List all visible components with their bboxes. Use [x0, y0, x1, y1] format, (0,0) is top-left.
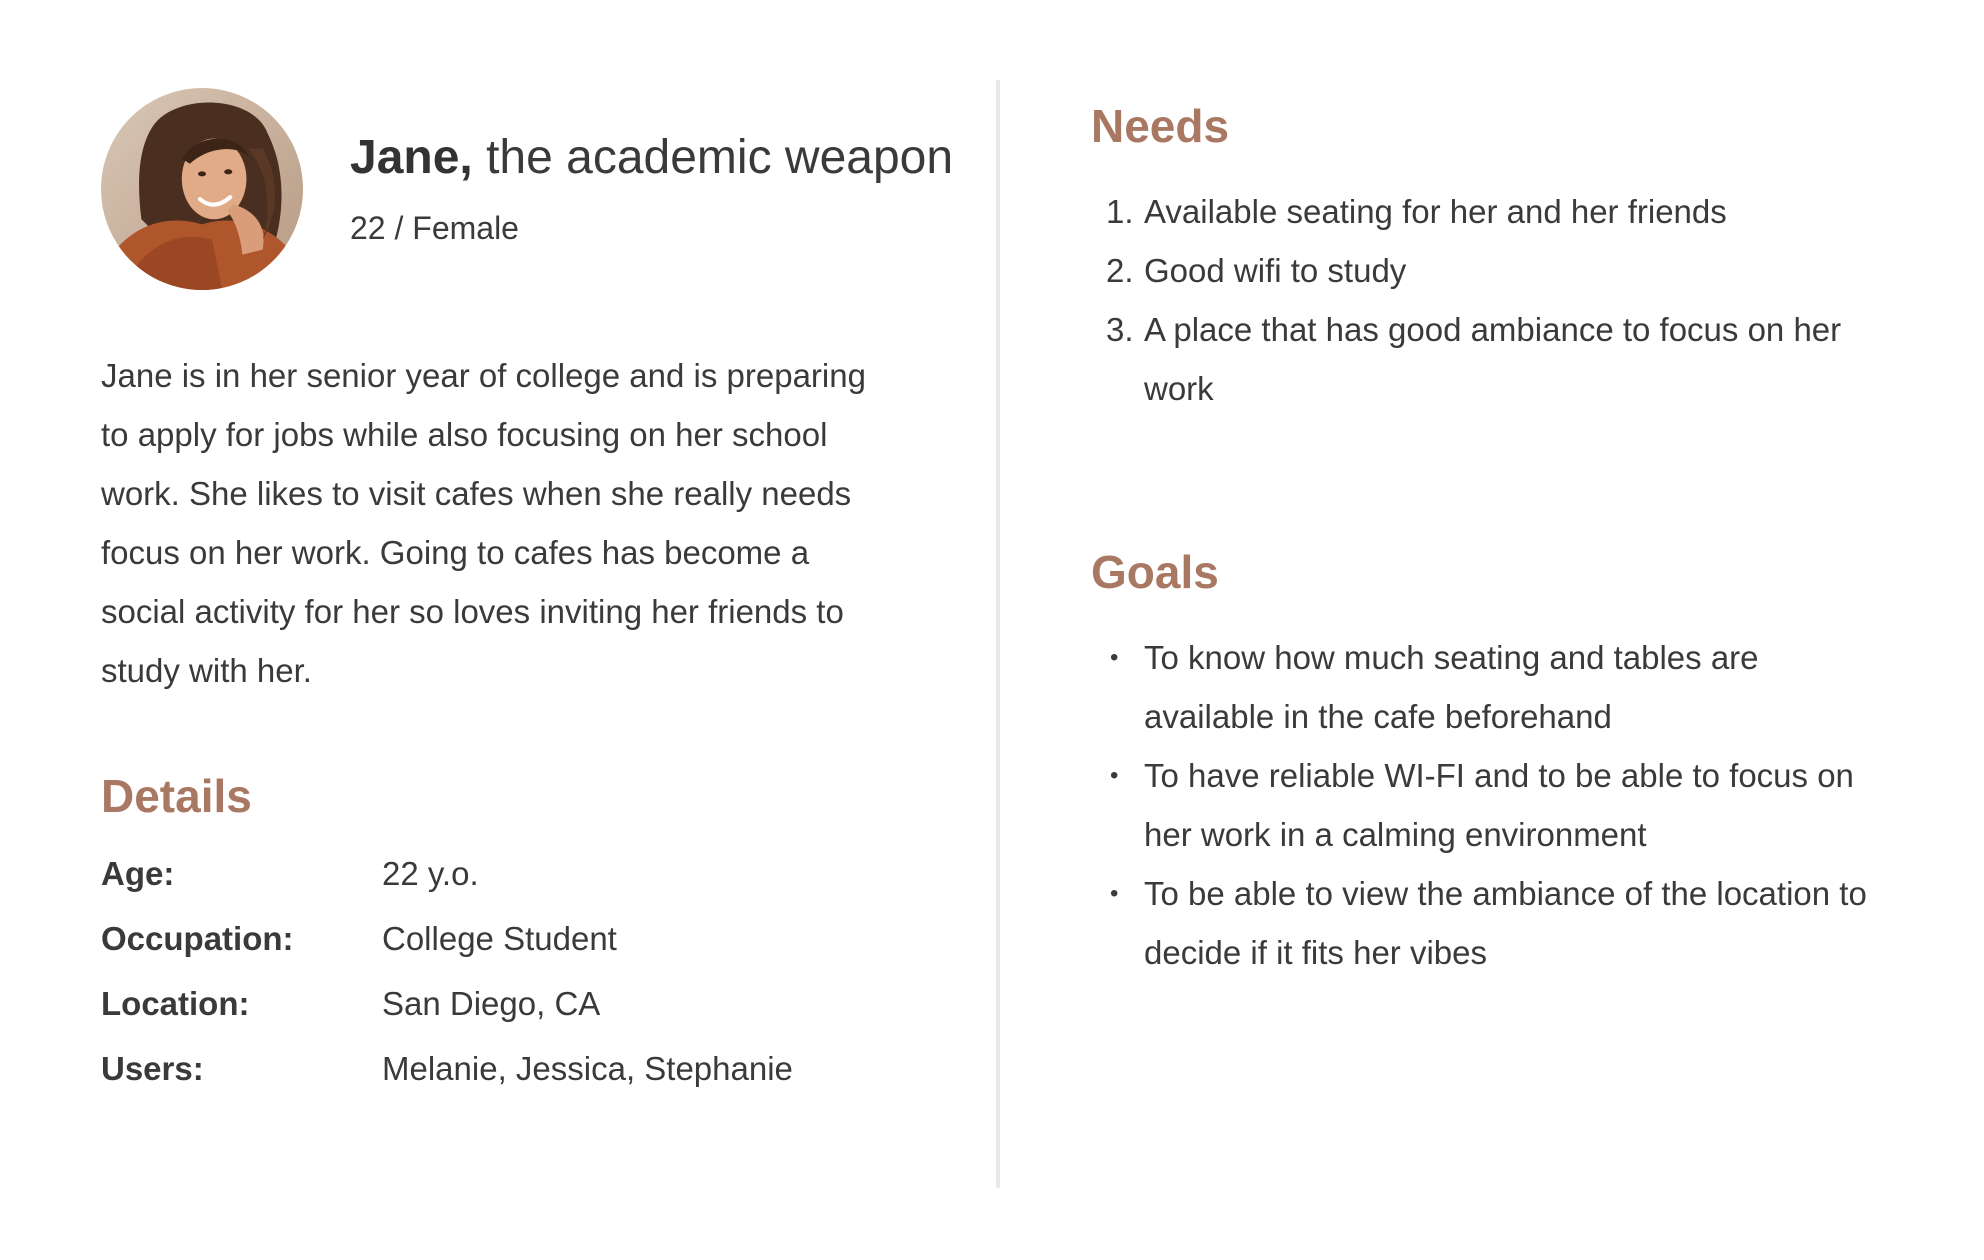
goals-heading: Goals	[1091, 546, 1219, 598]
detail-value: College Student	[382, 920, 617, 957]
needs-item-text: A place that has good ambiance to focus on her work	[1144, 311, 1842, 407]
detail-value: San Diego, CA	[382, 985, 601, 1022]
persona-avatar	[101, 88, 303, 290]
persona-name: Jane,	[350, 131, 473, 184]
bullet-icon: •	[1110, 880, 1119, 907]
goals-item-text: To have reliable WI-FI and to be able to focus on her work in a calming environment	[1144, 757, 1854, 853]
needs-item-text: Good wifi to study	[1144, 252, 1407, 289]
detail-label: Location:	[101, 985, 250, 1022]
details-table	[101, 854, 793, 1114]
detail-value: 22 y.o.	[382, 855, 479, 892]
bullet-icon: •	[1110, 762, 1119, 789]
needs-item	[1106, 300, 1896, 418]
goals-item	[1106, 864, 1896, 982]
persona-bio: Jane is in her senior year of college and is preparing to apply for jobs while also focusing on her school work. She likes to visit cafes when she really needs focus on her work. Going to cafes has become a social activity for her so loves inviting her friends to study with her.	[101, 357, 866, 689]
column-divider	[996, 80, 1000, 1188]
persona-tagline: the academic weapon	[472, 131, 954, 184]
persona-title	[350, 126, 953, 190]
detail-label: Users:	[101, 1050, 204, 1087]
detail-label: Occupation:	[101, 920, 294, 957]
details-heading: Details	[101, 770, 252, 822]
detail-value: Melanie, Jessica, Stephanie	[382, 1050, 793, 1087]
goals-list	[1106, 628, 1896, 982]
detail-row-location	[101, 984, 793, 1049]
goals-item	[1106, 746, 1896, 864]
detail-label: Age:	[101, 855, 175, 892]
goals-item-text: To know how much seating and tables are available in the cafe beforehand	[1144, 639, 1759, 735]
needs-list	[1106, 182, 1896, 418]
persona-photo	[101, 88, 303, 290]
needs-heading: Needs	[1091, 100, 1230, 152]
needs-item-text: Available seating for her and her friends	[1144, 193, 1727, 230]
needs-item	[1106, 182, 1896, 241]
bullet-icon: •	[1110, 644, 1119, 671]
detail-row-age	[101, 854, 793, 919]
goals-item-text: To be able to view the ambiance of the location to decide if it fits her vibes	[1144, 875, 1867, 971]
detail-row-users	[101, 1049, 793, 1114]
goals-item	[1106, 628, 1896, 746]
persona-age-gender: 22 / Female	[350, 210, 519, 246]
detail-row-occupation	[101, 919, 793, 984]
needs-item-number: 1.	[1106, 193, 1134, 230]
needs-item-number: 2.	[1106, 252, 1134, 289]
needs-item-number: 3.	[1106, 311, 1134, 348]
needs-item	[1106, 241, 1896, 300]
